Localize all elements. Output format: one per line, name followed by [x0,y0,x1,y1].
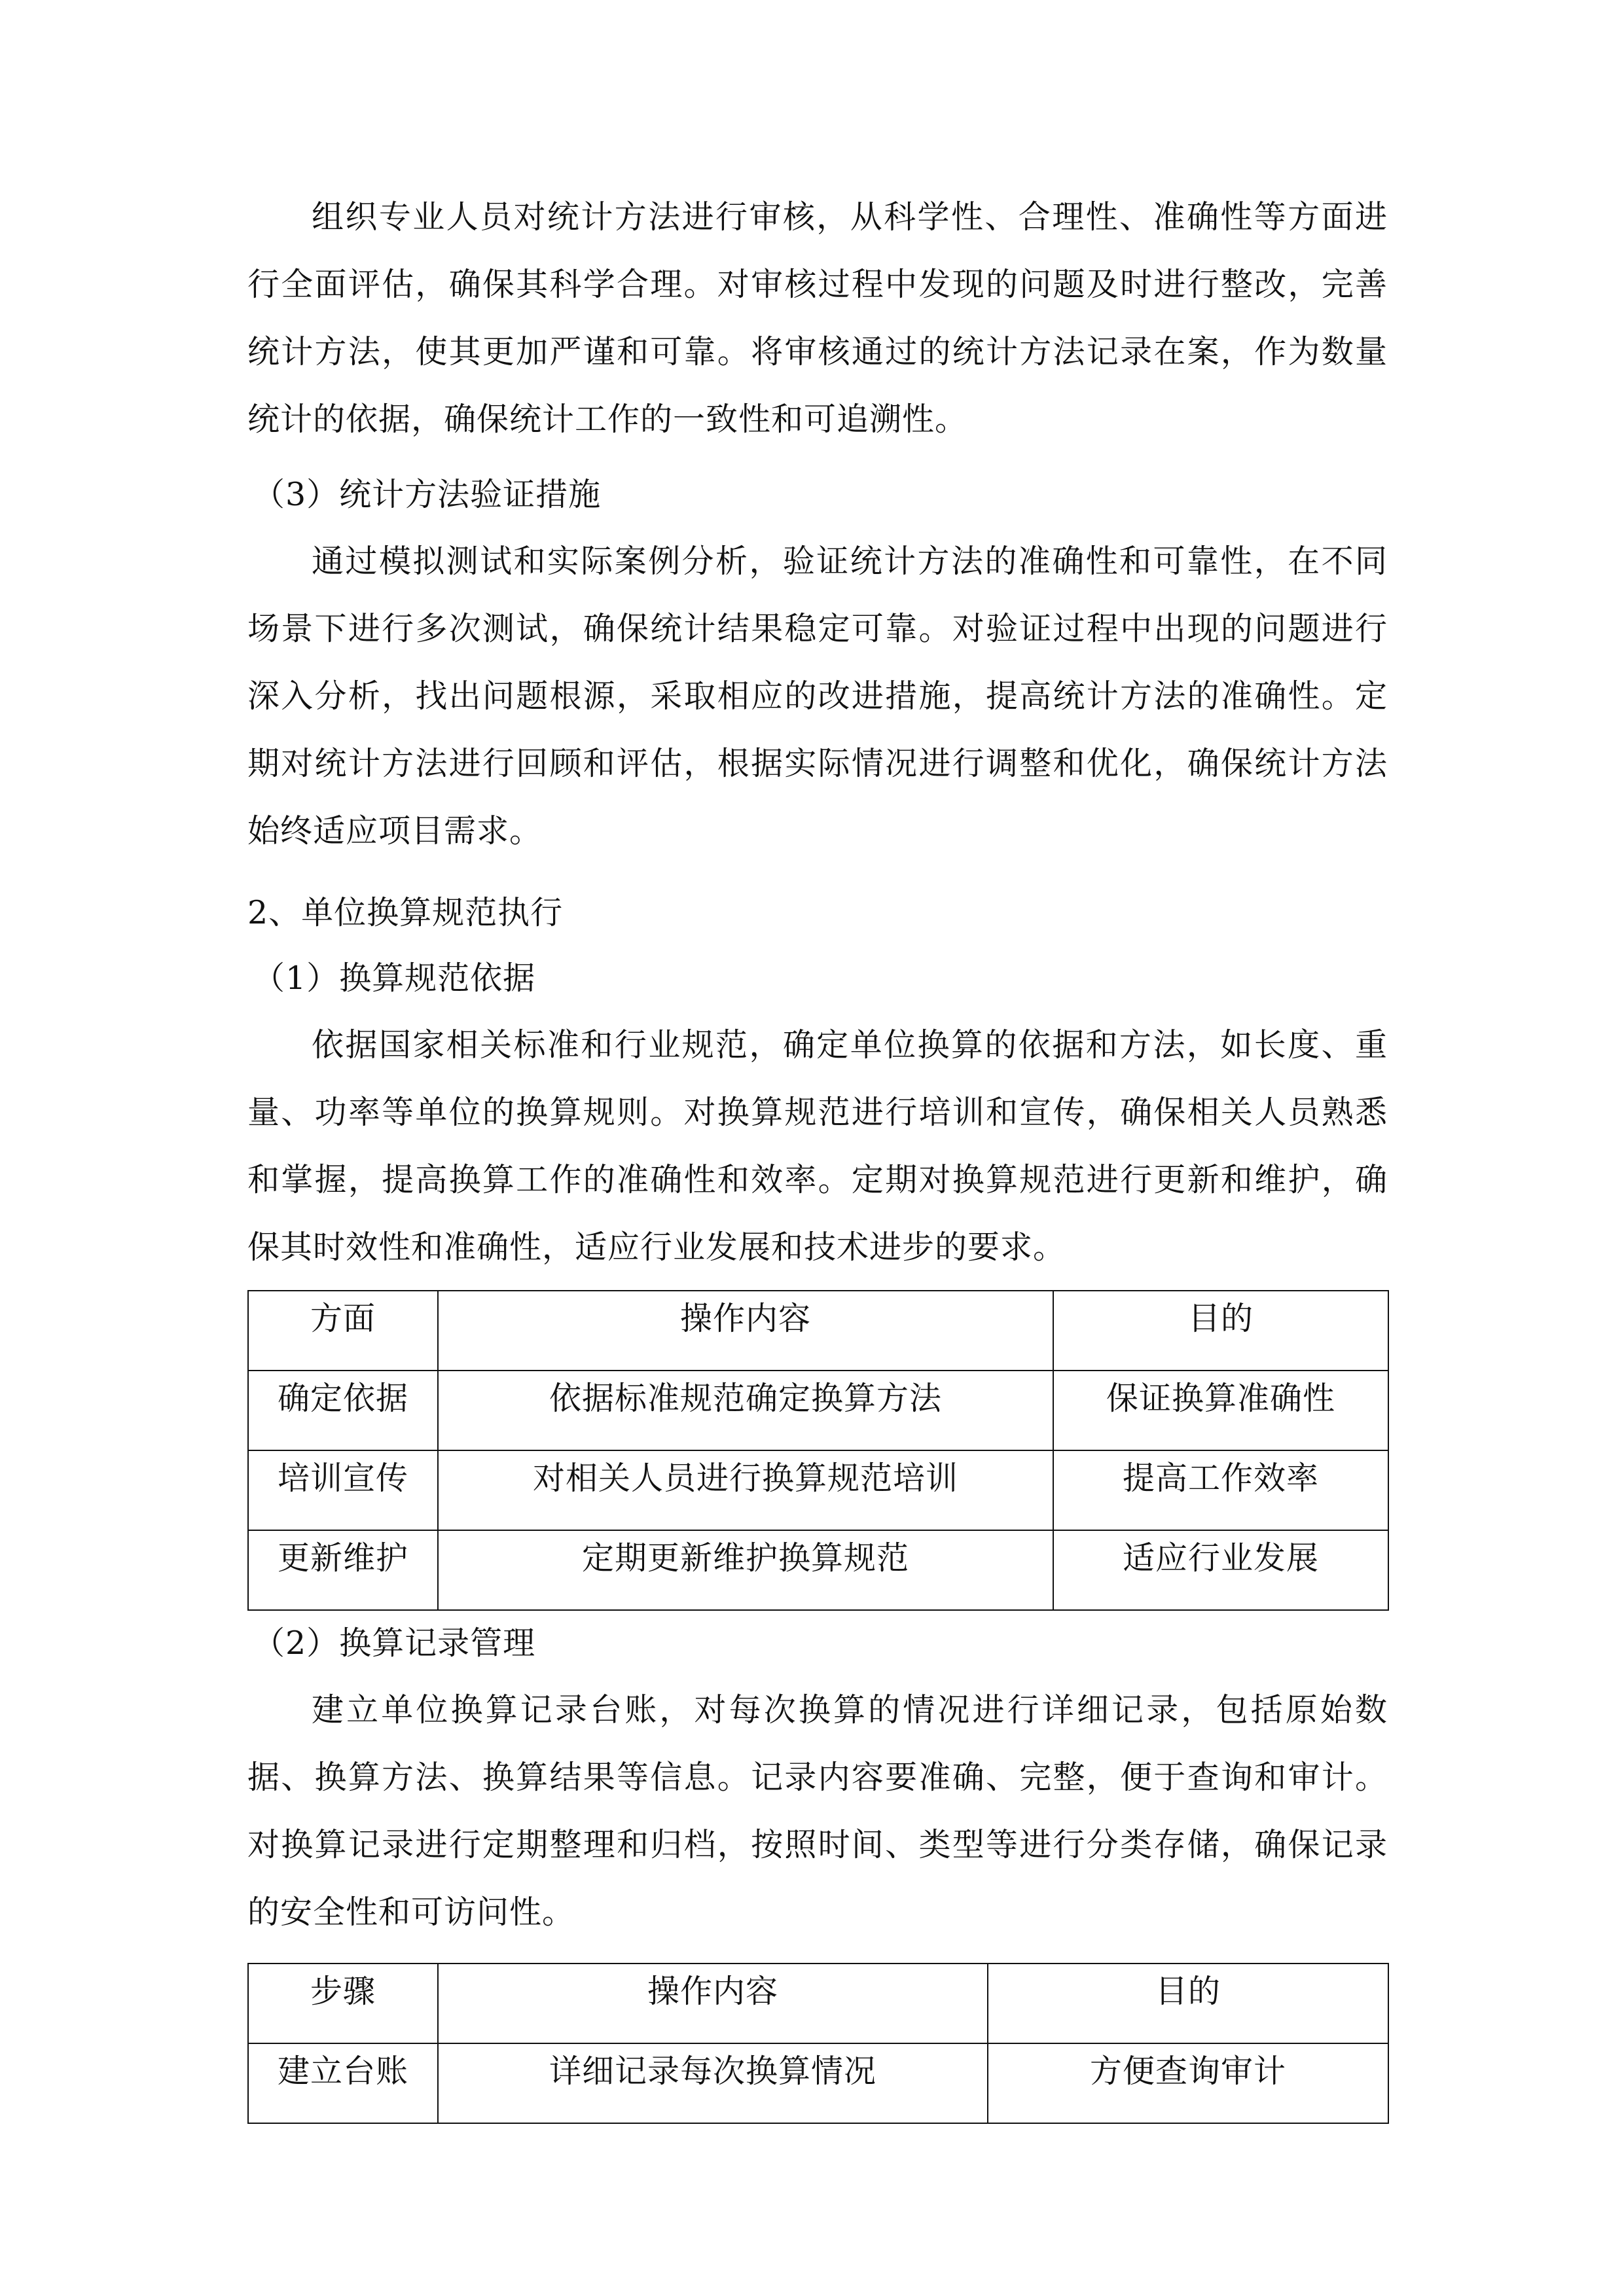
paragraph-conversion-records: 建立单位换算记录台账，对每次换算的情况进行详细记录，包括原始数据、换算方法、换算结果等信息。记录内容要准确、完整，便于查询和审计。对换算记录进行定期整理和归档，按照时间、类型等进行分类存储，确保记录的安全性和可访问性。 [247,1691,1388,1931]
table-header-cell: 操作内容 [438,1291,1053,1371]
heading-conversion-basis: （1）换算规范依据 [253,960,536,997]
paragraph-conversion-basis: 依据国家相关标准和行业规范，确定单位换算的依据和方法，如长度、重量、功率等单位的换算规则。对换算规范进行培训和宣传，确保相关人员熟悉和掌握，提高换算工作的准确性和效率。定期对换算规范进行更新和维护，确保其时效性和准确性，适应行业发展和技术进步的要求。 [247,1026,1388,1266]
table-header-row [248,1964,1388,2043]
paragraph-statistics-review: 组织专业人员对统计方法进行审核，从科学性、合理性、准确性等方面进行全面评估，确保其科学合理。对审核过程中发现的问题及时进行整改，完善统计方法，使其更加严谨和可靠。将审核通过的统计方法记录在案，作为数量统计的依据，确保统计工作的一致性和可追溯性。 [247,198,1388,438]
table-row [248,2043,1388,2123]
document-page [247,183,1388,2124]
table-cell: 定期更新维护换算规范 [438,1530,1053,1610]
heading-statistics-validation: （3）统计方法验证措施 [253,476,602,513]
table-cell: 建立台账 [248,2043,438,2123]
table-header-cell: 目的 [988,1964,1388,2043]
table-header-cell: 操作内容 [438,1964,988,2043]
conversion-basis-table [247,1290,1389,1611]
table-row [248,1371,1388,1450]
table-cell: 培训宣传 [248,1450,438,1530]
table-row [248,1530,1388,1610]
table-header-cell: 步骤 [248,1964,438,2043]
table-cell: 确定依据 [248,1371,438,1450]
section-heading-unit-conversion: 2、单位换算规范执行 [247,894,564,931]
table-cell: 方便查询审计 [988,2043,1388,2123]
table-cell: 详细记录每次换算情况 [438,2043,988,2123]
table-row [248,1450,1388,1530]
table-header-cell: 方面 [248,1291,438,1371]
table-cell: 对相关人员进行换算规范培训 [438,1450,1053,1530]
table-cell: 适应行业发展 [1053,1530,1388,1610]
table-cell: 提高工作效率 [1053,1450,1388,1530]
table-cell: 保证换算准确性 [1053,1371,1388,1450]
heading-conversion-records: （2）换算记录管理 [253,1624,536,1662]
paragraph-statistics-validation: 通过模拟测试和实际案例分析，验证统计方法的准确性和可靠性，在不同场景下进行多次测试，确保统计结果稳定可靠。对验证过程中出现的问题进行深入分析，找出问题根源，采取相应的改进措施，提高统计方法的准确性。定期对统计方法进行回顾和评估，根据实际情况进行调整和优化，确保统计方法始终适应项目需求。 [247,543,1388,850]
table-cell: 依据标准规范确定换算方法 [438,1371,1053,1450]
table-cell: 更新维护 [248,1530,438,1610]
table-header-row [248,1291,1388,1371]
table-header-cell: 目的 [1053,1291,1388,1371]
conversion-records-table [247,1963,1389,2124]
